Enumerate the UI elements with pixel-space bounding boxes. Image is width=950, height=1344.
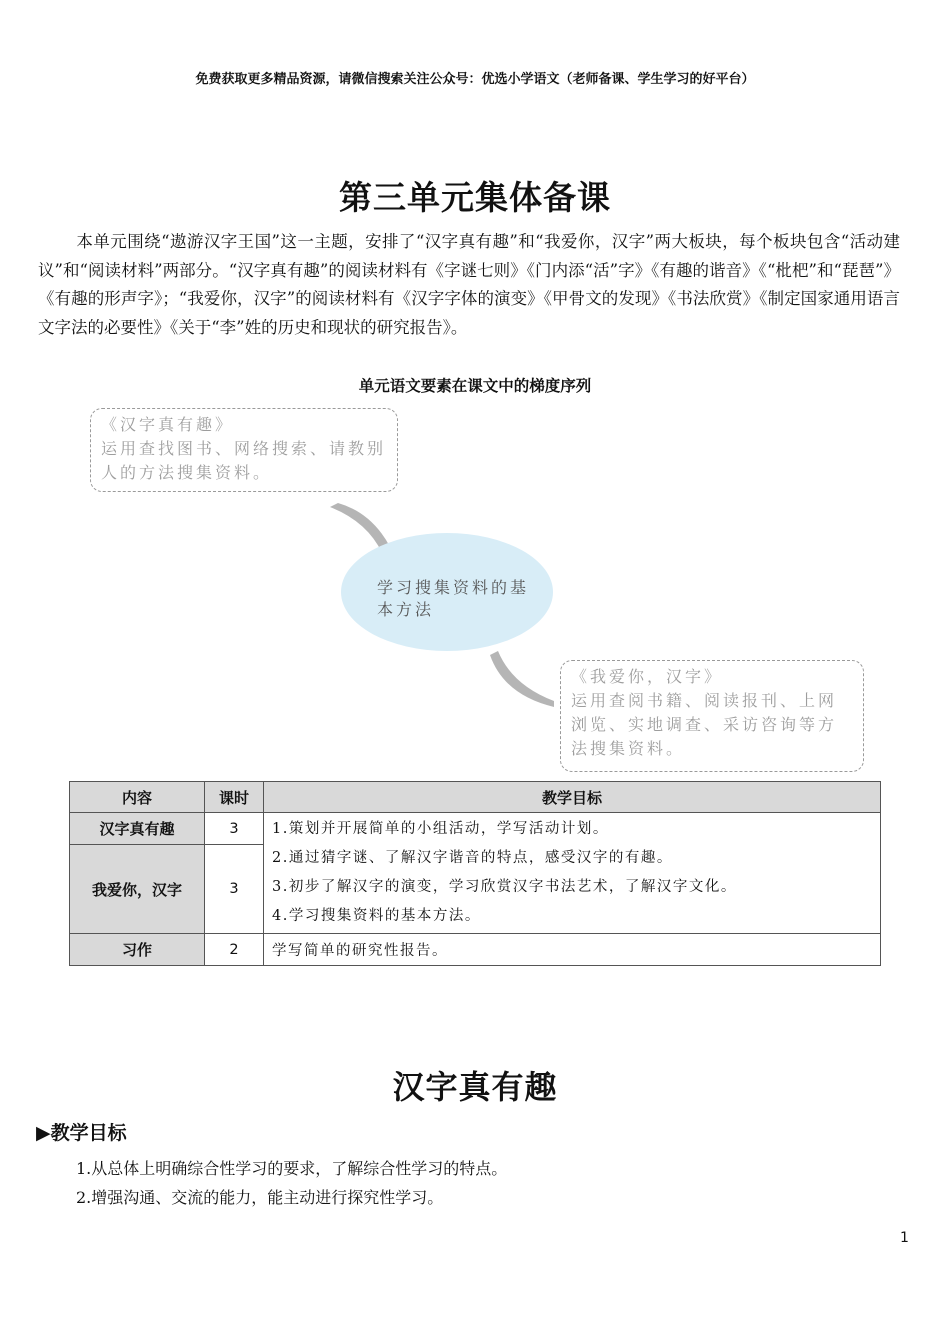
header-note: 免费获取更多精品资源，请微信搜索关注公众号：优选小学语文（老师备课、学生学习的好平台） xyxy=(195,72,755,87)
branch-bottom-text: 运用查阅书籍、阅读报刊、上网浏览、实地调查、采访咨询等方法搜集资料。 xyxy=(571,691,838,758)
goals-cell xyxy=(264,813,881,934)
header-goals: 教学目标 xyxy=(264,782,881,813)
intro-paragraph xyxy=(38,228,900,342)
connector-bottom xyxy=(490,651,554,707)
page-number: 1 xyxy=(900,1230,909,1246)
goal-line: 3.初步了解汉字的演变，学习欣赏汉字书法艺术，了解汉字文化。 xyxy=(272,879,737,895)
row-content-cell: 我爱你，汉字 xyxy=(70,845,205,934)
table-row xyxy=(70,934,881,966)
intro-text: 本单元围绕“遨游汉字王国”这一主题，安排了“汉字真有趣”和“我爱你，汉字”两大板块，每个板块包含“活动建议”和“阅读材料”两部分。“汉字真有趣”的阅读材料有《字谜七则》《门内添“活”字》《有趣的谐音》《“枇杷”和“琵琶”》《有趣的形声字》；“我爱你，汉字”的阅读材料有《汉字字体的演变》《甲骨文的发现》《书法欣赏》《制定国家通用语言文字法的必要性》《关于“李”姓的历史和现状的研究报告》。 xyxy=(38,232,900,337)
header-content: 内容 xyxy=(70,782,205,813)
goal-line: 1.策划并开展简单的小组活动，学写活动计划。 xyxy=(272,821,609,837)
branch-top-box xyxy=(90,408,398,492)
goal-list xyxy=(76,1154,507,1212)
row-hours-cell: 3 xyxy=(205,845,264,934)
table-header-row xyxy=(70,782,881,813)
mindmap-diagram xyxy=(60,395,890,785)
branch-bottom-box xyxy=(560,660,864,772)
row-content-cell: 习作 xyxy=(70,934,205,966)
row-hours-cell: 2 xyxy=(205,934,264,966)
branch-top-title: 《汉字真有趣》 xyxy=(101,415,235,434)
teaching-plan-table xyxy=(69,781,881,966)
list-item: 2.增强沟通、交流的能力，能主动进行探究性学习。 xyxy=(76,1188,444,1207)
table-row xyxy=(70,813,881,845)
goal-heading: ▶教学目标 xyxy=(36,1122,127,1144)
row-content-cell: 汉字真有趣 xyxy=(70,813,205,845)
branch-bottom-title: 《我爱你，汉字》 xyxy=(571,667,724,686)
center-text: 学习搜集资料的基本方法 xyxy=(377,578,530,619)
branch-top-text: 运用查找图书、网络搜索、请教别人的方法搜集资料。 xyxy=(101,439,387,482)
center-bubble xyxy=(341,533,553,651)
list-item: 1.从总体上明确综合性学习的要求，了解综合性学习的特点。 xyxy=(76,1159,508,1178)
diagram-caption: 单元语文要素在课文中的梯度序列 xyxy=(358,377,592,395)
row-hours-cell: 3 xyxy=(205,813,264,845)
writing-goal-cell: 学写简单的研究性报告。 xyxy=(264,934,881,966)
goal-line: 2.通过猜字谜、了解汉字谐音的特点，感受汉字的有趣。 xyxy=(272,850,673,866)
section-title: 汉字真有趣 xyxy=(392,1068,558,1106)
unit-title: 第三单元集体备课 xyxy=(339,178,611,217)
header-hours: 课时 xyxy=(205,782,264,813)
goal-line: 4.学习搜集资料的基本方法。 xyxy=(272,908,481,924)
